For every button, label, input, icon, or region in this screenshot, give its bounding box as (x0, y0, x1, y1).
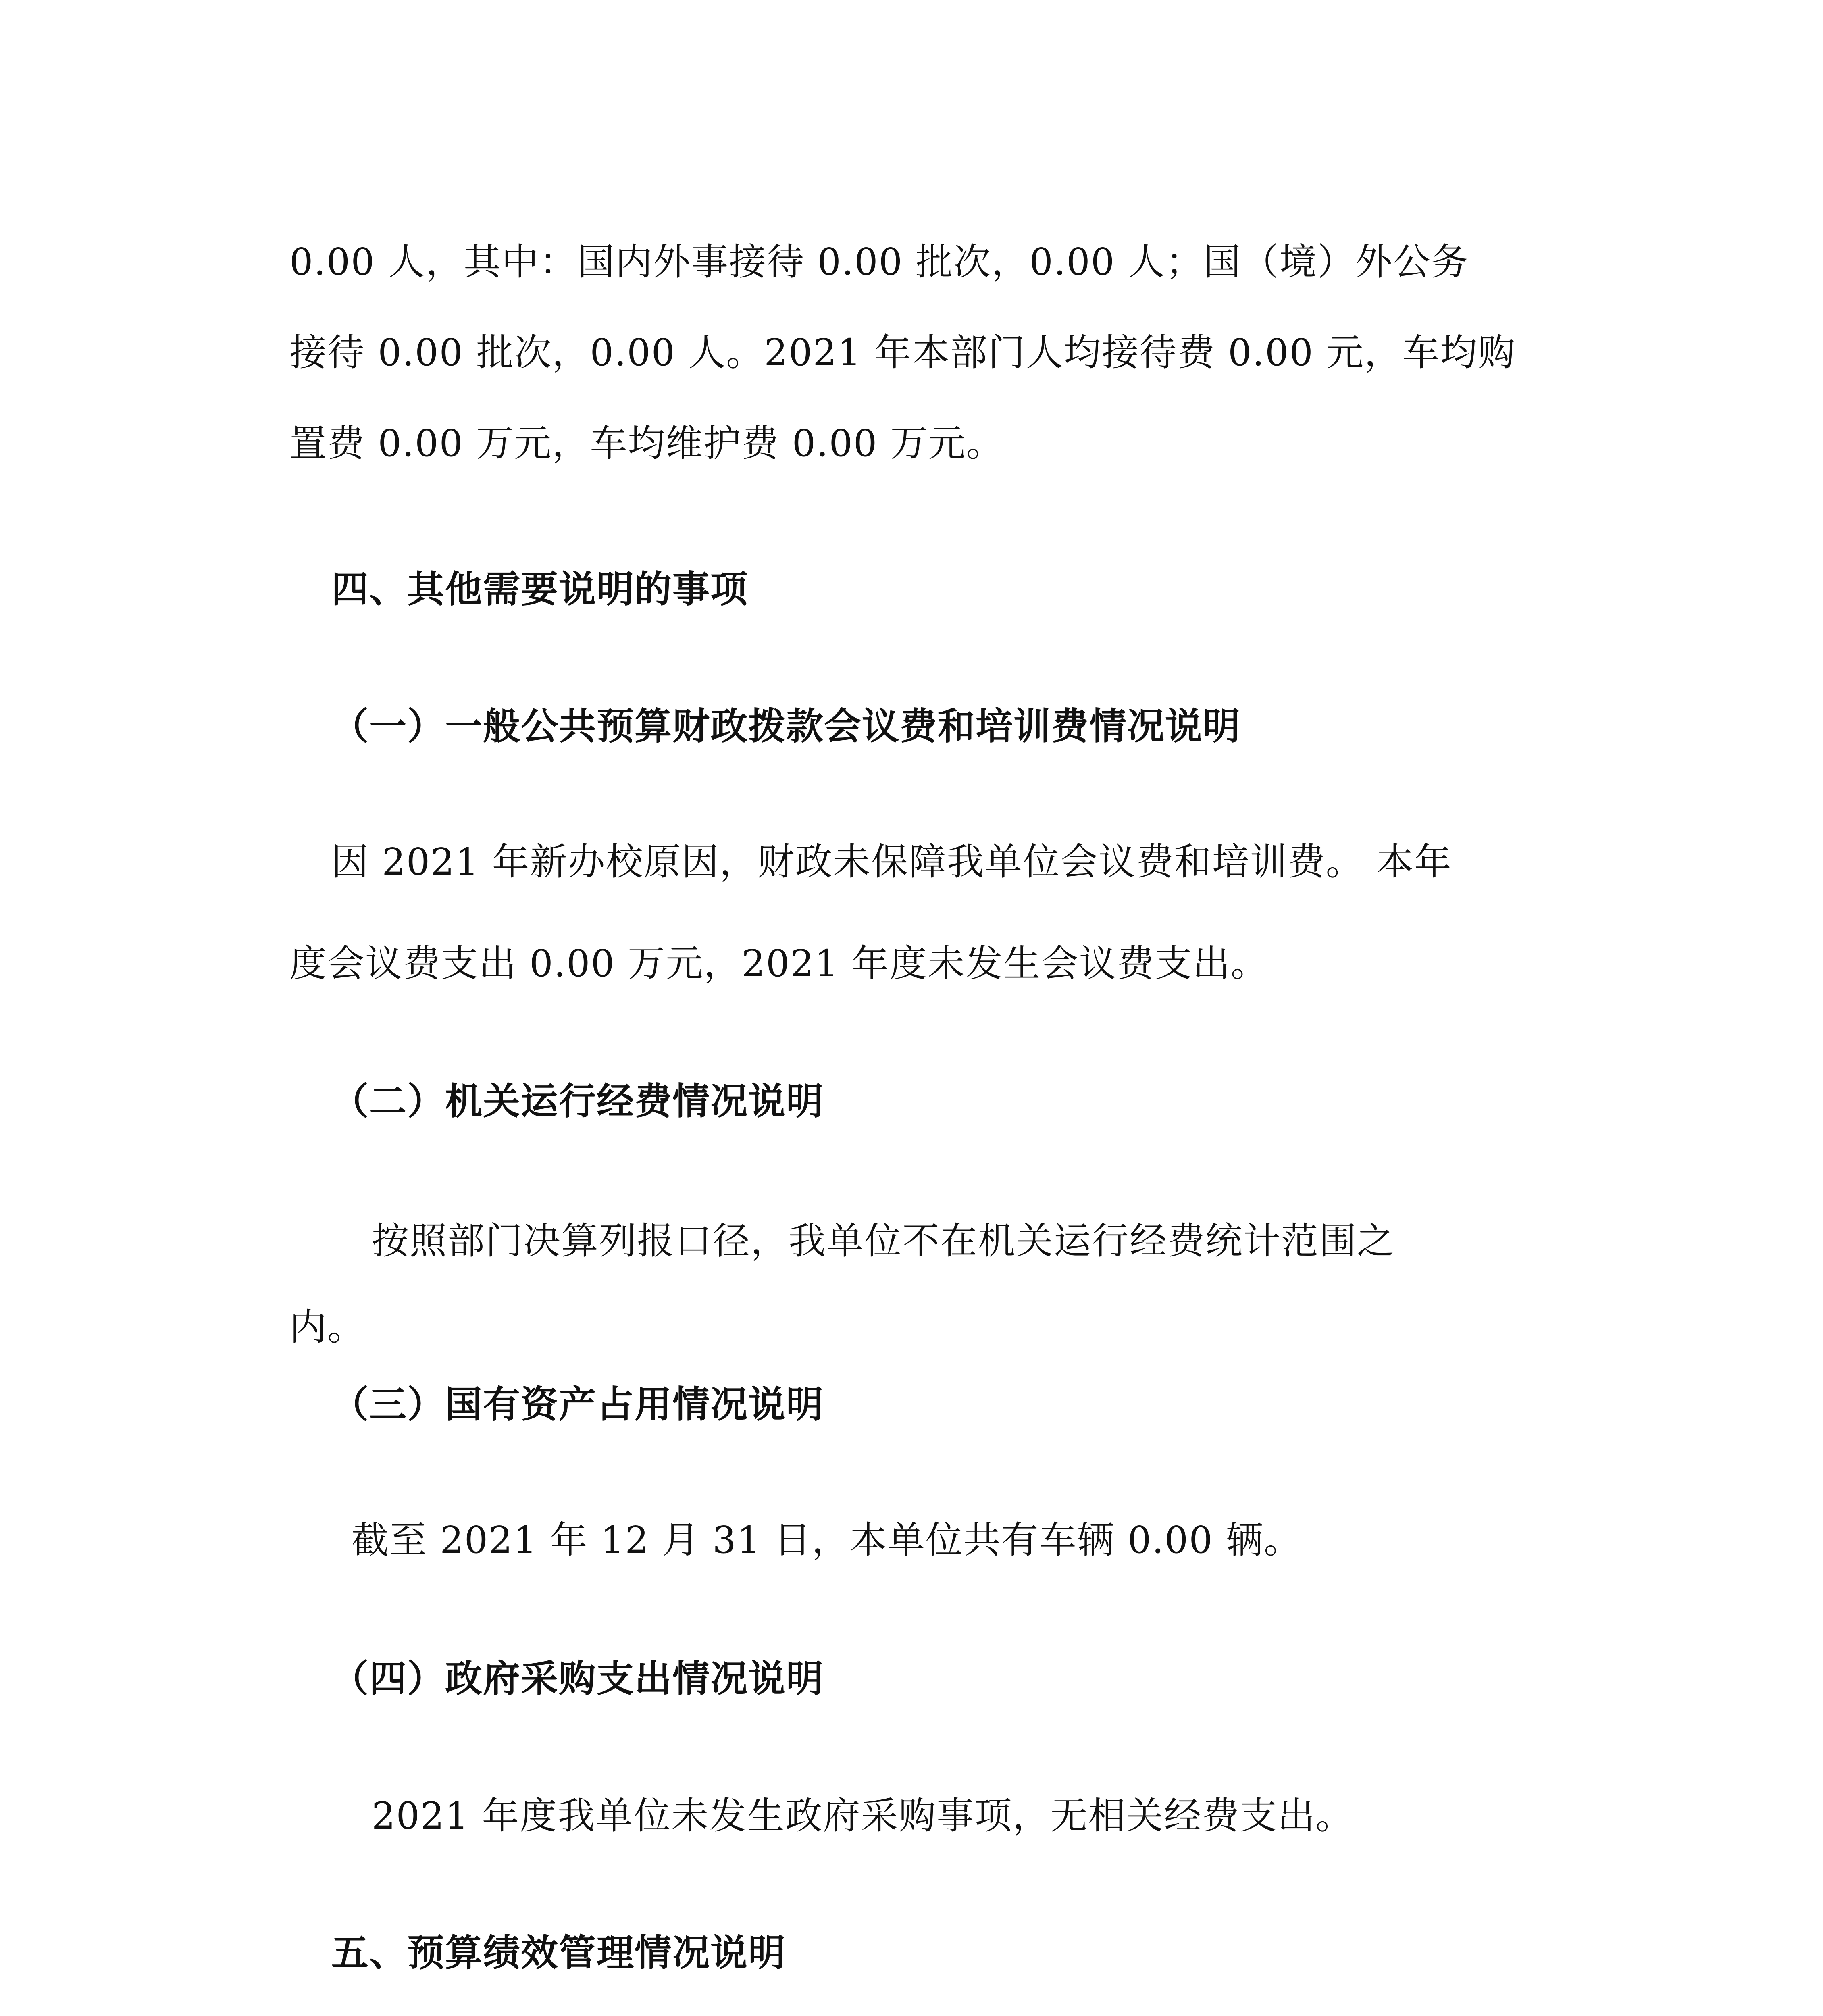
paragraph-line: 置费 0.00 万元，车均维护费 0.00 万元。 (289, 422, 1004, 465)
paragraph-line: 因 2021 年新办校原因，财政未保障我单位会议费和培训费。 本年 (331, 840, 1452, 883)
subsection-heading: （一）一般公共预算财政拨款会议费和培训费情况说明 (331, 705, 1241, 748)
paragraph-line: 2021 年度我单位未发生政府采购事项，无相关经费支出。 (372, 1794, 1354, 1837)
subsection-heading: （二）机关运行经费情况说明 (331, 1080, 824, 1123)
subsection-heading: （三）国有资产占用情况说明 (331, 1383, 824, 1426)
paragraph-line: 内。 (289, 1306, 366, 1349)
section-heading-5: 五、预算绩效管理情况说明 (331, 1931, 787, 1974)
paragraph-line: 度会议费支出 0.00 万元，2021 年度未发生会议费支出。 (289, 942, 1269, 985)
section-heading-4: 四、其他需要说明的事项 (331, 568, 749, 611)
paragraph-line: 0.00 人，其中：国内外事接待 0.00 批次，0.00 人；国（境）外公务 (289, 240, 1469, 283)
paragraph-line: 按照部门决算列报口径，我单位不在机关运行经费统计范围之 (372, 1219, 1395, 1262)
paragraph-line: 截至 2021 年 12 月 31 日，本单位共有车辆 0.00 辆。 (352, 1518, 1302, 1562)
paragraph-line: 接待 0.00 批次，0.00 人。2021 年本部门人均接待费 0.00 元，车均购 (289, 331, 1516, 374)
subsection-heading: （四）政府采购支出情况说明 (331, 1657, 824, 1700)
